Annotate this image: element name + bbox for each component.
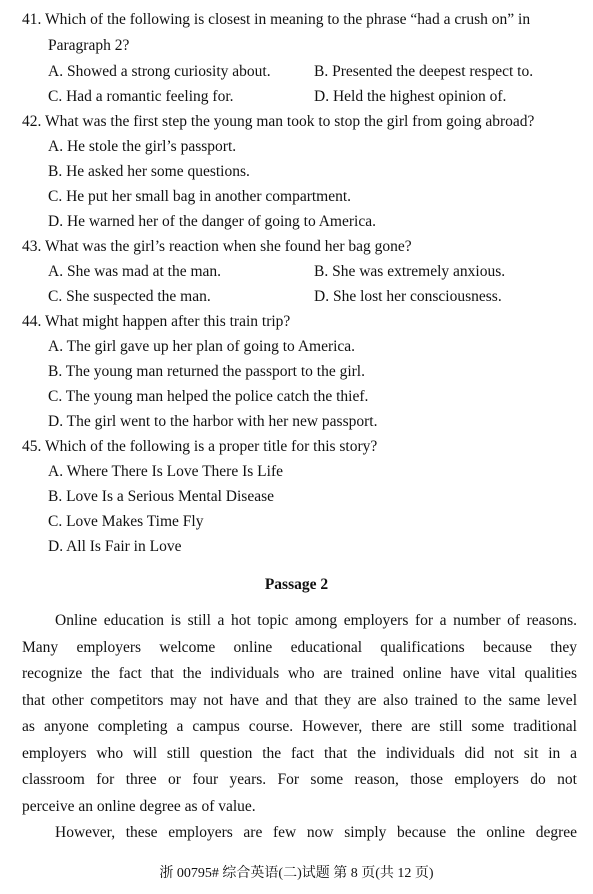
question-41-option-a: A. Showed a strong curiosity about.: [48, 63, 271, 80]
paragraph-1-line: Many employers welcome online educational qualifications because they: [22, 638, 577, 656]
passage-title: Passage 2: [264, 576, 329, 593]
paragraph-1-line: employers who will still question the fact that the individuals did not sit in a: [22, 744, 577, 762]
question-43-stem: 43. What was the girl’s reaction when she found her bag gone?: [22, 238, 412, 255]
paragraph-1-line: that other competitors may not have and that they are also trained to the same level: [22, 691, 577, 709]
question-42-stem: 42. What was the first step the young man took to stop the girl from going abroad?: [22, 113, 535, 130]
question-42-option-d: D. He warned her of the danger of going to America.: [48, 213, 376, 230]
question-43-option-b: B. She was extremely anxious.: [314, 263, 506, 280]
question-41-stem: 41. Which of the following is closest in meaning to the phrase “had a crush on” in: [22, 11, 531, 28]
paragraph-1-line: Online education is still a hot topic among employers for a number of reasons.: [55, 612, 577, 629]
question-42-option-b: B. He asked her some questions.: [48, 163, 250, 180]
page-footer: 浙 00795# 综合英语(二)试题 第 8 页(共 12 页): [159, 866, 434, 881]
passage-paragraph-1: [22, 608, 577, 820]
paragraph-1-line: as anyone completing a campus course. However, there are still some traditional: [22, 718, 577, 735]
question-45-option-d: D. All Is Fair in Love: [48, 538, 182, 555]
passage-paragraph-2: [22, 820, 577, 847]
question-45-option-b: B. Love Is a Serious Mental Disease: [48, 488, 274, 505]
question-45-option-a: A. Where There Is Love There Is Life: [48, 463, 283, 480]
question-41-stem-continuation: Paragraph 2?: [48, 37, 130, 54]
question-41-option-c: C. Had a romantic feeling for.: [48, 88, 234, 105]
question-42-option-a: A. He stole the girl’s passport.: [48, 138, 237, 155]
question-43-option-a: A. She was mad at the man.: [48, 263, 222, 280]
question-45-stem: 45. Which of the following is a proper title for this story?: [22, 438, 378, 455]
question-41-option-b: B. Presented the deepest respect to.: [314, 63, 534, 80]
question-42-option-c: C. He put her small bag in another compartment.: [48, 188, 352, 205]
question-41-option-d: D. Held the highest opinion of.: [314, 88, 507, 105]
question-44-option-c: C. The young man helped the police catch the thief.: [48, 388, 369, 405]
paragraph-1-line: classroom for three or four years. For some reason, those employers do not: [22, 771, 577, 788]
question-45-option-c: C. Love Makes Time Fly: [48, 513, 204, 530]
paragraph-1-line: recognize the fact that the individuals who are trained online have vital qualities: [22, 665, 577, 682]
paragraph-1-line: perceive an online degree as of value.: [22, 797, 256, 815]
question-43-option-c: C. She suspected the man.: [48, 288, 211, 305]
question-43-option-d: D. She lost her consciousness.: [314, 288, 502, 305]
question-44-stem: 44. What might happen after this train trip?: [22, 313, 291, 330]
question-44-option-b: B. The young man returned the passport to the girl.: [48, 363, 365, 380]
question-44-option-a: A. The girl gave up her plan of going to America.: [48, 338, 356, 355]
paragraph-2-line: However, these employers are few now simply because the online degree: [55, 824, 577, 841]
question-44-option-d: D. The girl went to the harbor with her new passport.: [48, 413, 378, 430]
